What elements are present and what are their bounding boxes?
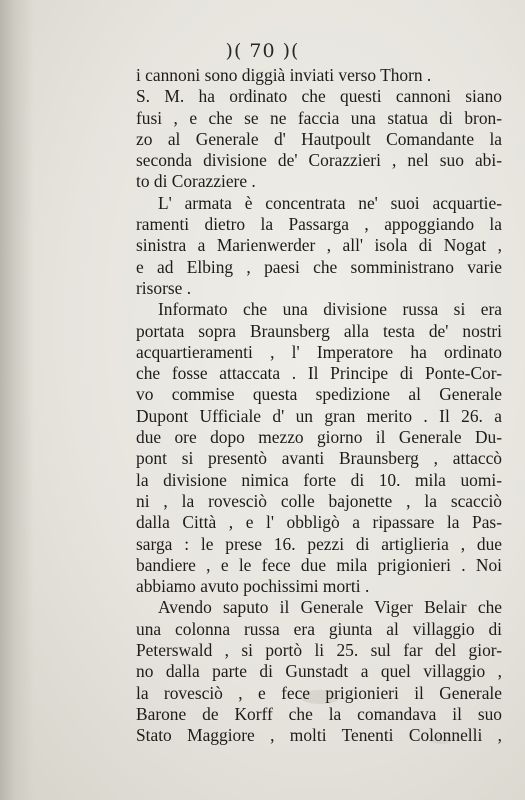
text-line: acquartieramenti , l' Imperatore ha ordinato: [136, 341, 502, 362]
text-line: Avendo saputo il Generale Viger Belair che: [158, 597, 502, 618]
text-line: ni , la rovesciò colle bajonette , la scacciò: [136, 490, 502, 511]
text-line: Stato Maggiore , molti Tenenti Colonnelli ,: [136, 725, 502, 746]
page-number-header: )( 70 )(: [225, 40, 300, 62]
text-line: sarga : le prese 16. pezzi di artiglieria , due: [136, 533, 502, 554]
text-line: la rovesciò , e fece prigionieri il Generale: [136, 682, 502, 703]
text-line: sinistra a Marienwerder , all' isola di Nogat ,: [136, 235, 502, 256]
text-line: che fosse attaccata . Il Principe di Ponte-Cor-: [136, 363, 502, 384]
text-line: ramenti dietro la Passarga , appoggiando la: [136, 214, 502, 235]
text-line: L' armata è concentrata ne' suoi acquartie-: [158, 192, 502, 213]
text-line: Peterswald , si portò li 25. sul far del gior-: [136, 640, 502, 661]
text-line: zo al Generale d' Hautpoult Comandante la: [136, 128, 502, 149]
text-line: Informato che una divisione russa si era: [158, 299, 502, 320]
text-line: pont si presentò avanti Braunsberg , attaccò: [136, 448, 502, 469]
text-line: vo commise questa spedizione al Generale: [136, 384, 502, 405]
binding-shadow: [0, 0, 34, 800]
text-line: portata sopra Braunsberg alla testa de' nostri: [136, 320, 502, 341]
text-line: seconda divisione de' Corazzieri , nel suo abi-: [136, 150, 502, 171]
text-line: Barone de Korff che la comandava il suo: [136, 703, 502, 724]
text-line: risorse .: [136, 277, 192, 298]
text-line: to di Corazziere .: [136, 171, 256, 192]
text-line: e ad Elbing , paesi che somministrano varie: [136, 256, 502, 277]
text-line: una colonna russa era giunta al villaggio di: [136, 618, 502, 639]
text-line: bandiere , e le fece due mila prigionieri . Noi: [136, 554, 502, 575]
page-body-text: [136, 65, 502, 747]
text-line: la divisione nimica forte di 10. mila uomi-: [136, 469, 502, 490]
text-line: due ore dopo mezzo giorno il Generale Du-: [136, 427, 502, 448]
text-line: dalla Città , e l' obbligò a ripassare la Pas-: [136, 512, 502, 533]
text-line: abbiamo avuto pochissimi morti .: [136, 576, 370, 597]
text-line: no dalla parte di Gunstadt a quel villaggio ,: [136, 661, 502, 682]
text-line: S. M. ha ordinato che questi cannoni siano: [136, 86, 502, 107]
text-line: Dupont Ufficiale d' un gran merito . Il 26. a: [136, 405, 502, 426]
text-line: i cannoni sono diggià inviati verso Thorn .: [136, 65, 432, 85]
text-line: fusi , e che se ne faccia una statua di bron-: [136, 107, 502, 128]
